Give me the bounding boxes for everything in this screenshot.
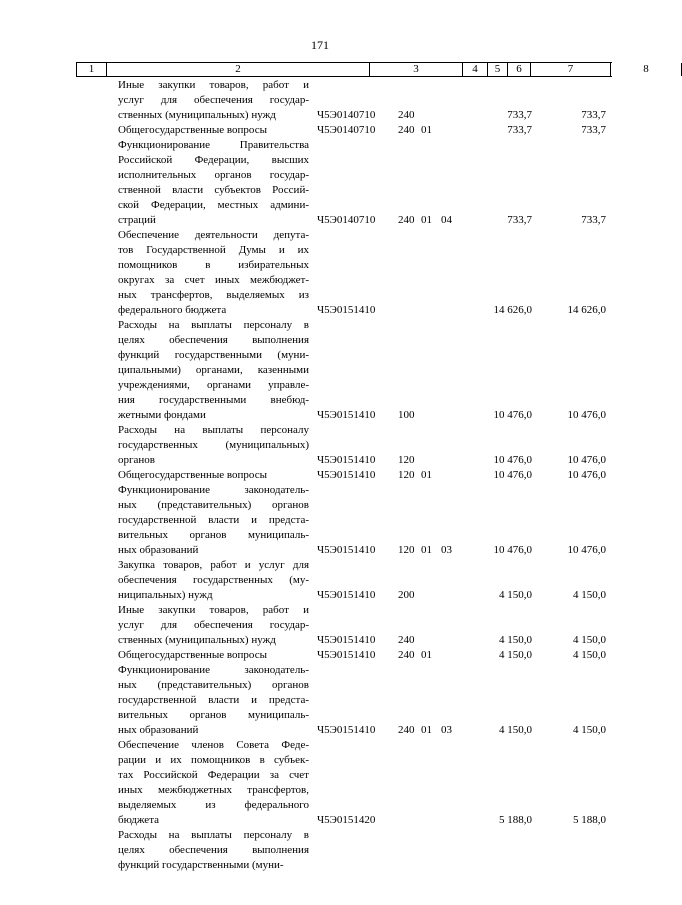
table-row: [0, 318, 640, 423]
row-name-line: функций государственными (муни-: [118, 349, 309, 361]
row-section: 01: [421, 214, 432, 226]
row-target-code: Ч5Э0151410: [317, 589, 376, 601]
row-name-line: ственных (муниципальных) нужд: [118, 109, 276, 121]
row-name: [118, 738, 309, 828]
row-target-code: Ч5Э0151410: [317, 649, 376, 661]
header-col-3: 3: [369, 63, 462, 76]
row-target-code: Ч5Э0151410: [317, 469, 376, 481]
row-target-code: Ч5Э0151410: [317, 454, 376, 466]
row-expense-type: 100: [398, 409, 415, 421]
table-row: [0, 663, 640, 738]
row-name-line: рации и их помощников в субъек-: [118, 754, 309, 766]
row-section: 01: [421, 124, 432, 136]
row-name-line: выделяемых из федерального: [118, 799, 309, 811]
table-row: [0, 828, 640, 873]
row-amount-2: 733,7: [581, 124, 606, 136]
row-name-line: вительных органов муниципаль-: [118, 529, 309, 541]
row-amount-1: 733,7: [507, 109, 532, 121]
row-name-line: Закупка товаров, работ и услуг для: [118, 559, 309, 571]
row-amount-1: 733,7: [507, 214, 532, 226]
header-col-2: 2: [106, 63, 369, 76]
table-row: [0, 78, 640, 123]
row-name-line: Иные закупки товаров, работ и: [118, 604, 309, 616]
row-amount-2: 733,7: [581, 214, 606, 226]
row-amount-1: 4 150,0: [499, 724, 532, 736]
row-name-line: Функционирование Правительства: [118, 139, 309, 151]
table-row: [0, 228, 640, 318]
row-name-line: целях обеспечения выполнения: [118, 844, 309, 856]
row-name-line: страций: [118, 214, 156, 226]
row-amount-2: 10 476,0: [567, 469, 606, 481]
row-expense-type: 120: [398, 469, 415, 481]
row-expense-type: 120: [398, 454, 415, 466]
row-name-line: жетными фондами: [118, 409, 206, 421]
row-name-line: обеспечения государственных (му-: [118, 574, 309, 586]
row-name: [118, 483, 309, 558]
row-amount-2: 4 150,0: [573, 589, 606, 601]
header-col-5: 5: [487, 63, 507, 76]
row-target-code: Ч5Э0140710: [317, 109, 376, 121]
row-expense-type: 240: [398, 649, 415, 661]
row-name-line: Расходы на выплаты персоналу в: [118, 319, 309, 331]
table-row: [0, 423, 640, 468]
row-amount-1: 10 476,0: [493, 454, 532, 466]
row-expense-type: 240: [398, 724, 415, 736]
row-name: [118, 558, 309, 603]
row-name-line: ных образований: [118, 544, 199, 556]
page-number: 171: [311, 38, 329, 52]
row-section: 01: [421, 649, 432, 661]
row-name: [118, 828, 309, 873]
row-name-line: округах за счет иных межбюджет-: [118, 274, 309, 286]
row-name: [118, 423, 309, 468]
row-name-line: ственных (муниципальных) нужд: [118, 634, 276, 646]
row-amount-2: 4 150,0: [573, 649, 606, 661]
row-name: [118, 138, 309, 228]
table-row: [0, 468, 640, 483]
row-amount-1: 733,7: [507, 124, 532, 136]
row-subsection: 03: [441, 724, 452, 736]
header-col-1: 1: [76, 63, 106, 76]
row-name: [118, 663, 309, 738]
row-name-line: Обеспечение членов Совета Феде-: [118, 739, 309, 751]
row-name-line: органов: [118, 454, 155, 466]
row-target-code: Ч5Э0151410: [317, 409, 376, 421]
row-target-code: Ч5Э0151410: [317, 634, 376, 646]
row-name-line: учреждениями, органами управле-: [118, 379, 309, 391]
row-amount-2: 4 150,0: [573, 634, 606, 646]
row-expense-type: 240: [398, 214, 415, 226]
row-name-line: Иные закупки товаров, работ и: [118, 79, 309, 91]
row-name: [118, 648, 309, 663]
row-name-line: ственной власти субъектов Россий-: [118, 184, 309, 196]
row-name-line: Общегосударственные вопросы: [118, 469, 267, 481]
row-name-line: федерального бюджета: [118, 304, 227, 316]
row-amount-2: 10 476,0: [567, 544, 606, 556]
header-col-6: 6: [507, 63, 530, 76]
row-name-line: тах Российской Федерации за счет: [118, 769, 309, 781]
row-expense-type: 240: [398, 109, 415, 121]
row-name-line: помощников в избирательных: [118, 259, 309, 271]
row-section: 01: [421, 469, 432, 481]
row-name-line: услуг для обеспечения государ-: [118, 619, 309, 631]
budget-table-body: [0, 78, 640, 873]
table-row: [0, 138, 640, 228]
table-row: [0, 603, 640, 648]
row-subsection: 04: [441, 214, 452, 226]
row-section: 01: [421, 544, 432, 556]
row-name-line: ных образований: [118, 724, 199, 736]
row-expense-type: 240: [398, 124, 415, 136]
header-col-8: 8: [610, 63, 682, 76]
row-name-line: Общегосударственные вопросы: [118, 124, 267, 136]
row-amount-1: 10 476,0: [493, 469, 532, 481]
row-amount-1: 5 188,0: [499, 814, 532, 826]
row-amount-2: 10 476,0: [567, 409, 606, 421]
row-name-line: ния государственными внебюд-: [118, 394, 309, 406]
row-name-line: Расходы на выплаты персоналу в: [118, 829, 309, 841]
row-name-line: государственной власти и предста-: [118, 514, 309, 526]
row-target-code: Ч5Э0151410: [317, 724, 376, 736]
row-name-line: Функционирование законодатель-: [118, 664, 309, 676]
row-target-code: Ч5Э0151410: [317, 544, 376, 556]
row-name-line: государственной власти и предста-: [118, 694, 309, 706]
row-name-line: ных трансфертов, выделяемых из: [118, 289, 309, 301]
row-amount-2: 14 626,0: [567, 304, 606, 316]
row-name-line: целях обеспечения выполнения: [118, 334, 309, 346]
row-name-line: ных (представительных) органов: [118, 679, 309, 691]
table-row: [0, 738, 640, 828]
row-amount-1: 10 476,0: [493, 544, 532, 556]
table-row: [0, 483, 640, 558]
table-row: [0, 648, 640, 663]
row-amount-2: 10 476,0: [567, 454, 606, 466]
row-target-code: Ч5Э0140710: [317, 124, 376, 136]
row-name: [118, 603, 309, 648]
row-section: 01: [421, 724, 432, 736]
row-name: [118, 123, 309, 138]
row-amount-1: 10 476,0: [493, 409, 532, 421]
table-row: [0, 123, 640, 138]
header-col-4: 4: [462, 63, 487, 76]
row-expense-type: 120: [398, 544, 415, 556]
row-name-line: функций государственными (муни-: [118, 859, 284, 871]
row-name-line: исполнительных органов государ-: [118, 169, 309, 181]
row-name-line: Расходы на выплаты персоналу: [118, 424, 309, 436]
header-col-7: 7: [530, 63, 610, 76]
row-name: [118, 318, 309, 423]
row-target-code: Ч5Э0140710: [317, 214, 376, 226]
row-name-line: Функционирование законодатель-: [118, 484, 309, 496]
row-name-line: иных межбюджетных трансфертов,: [118, 784, 309, 796]
row-name: [118, 468, 309, 483]
row-name: [118, 228, 309, 318]
row-name: [118, 78, 309, 123]
row-name-line: бюджета: [118, 814, 160, 826]
row-amount-1: 4 150,0: [499, 634, 532, 646]
row-subsection: 03: [441, 544, 452, 556]
row-amount-2: 4 150,0: [573, 724, 606, 736]
row-expense-type: 200: [398, 589, 415, 601]
row-target-code: Ч5Э0151420: [317, 814, 376, 826]
row-name-line: Обеспечение деятельности депута-: [118, 229, 309, 241]
row-name-line: ных (представительных) органов: [118, 499, 309, 511]
row-name-line: государственных (муниципальных): [118, 439, 309, 451]
row-name-line: ниципальных) нужд: [118, 589, 213, 601]
row-name-line: ской Федерации, местных админи-: [118, 199, 309, 211]
table-header: [76, 62, 649, 77]
row-amount-2: 5 188,0: [573, 814, 606, 826]
row-amount-1: 4 150,0: [499, 649, 532, 661]
row-name-line: Общегосударственные вопросы: [118, 649, 267, 661]
row-name-line: услуг для обеспечения государ-: [118, 94, 309, 106]
row-amount-1: 14 626,0: [493, 304, 532, 316]
row-amount-1: 4 150,0: [499, 589, 532, 601]
row-amount-2: 733,7: [581, 109, 606, 121]
row-name-line: тов Государственной Думы и их: [118, 244, 309, 256]
row-expense-type: 240: [398, 634, 415, 646]
row-name-line: ципальными) органами, казенными: [118, 364, 309, 376]
row-name-line: вительных органов муниципаль-: [118, 709, 309, 721]
row-target-code: Ч5Э0151410: [317, 304, 376, 316]
row-name-line: Российской Федерации, высших: [118, 154, 309, 166]
table-row: [0, 558, 640, 603]
